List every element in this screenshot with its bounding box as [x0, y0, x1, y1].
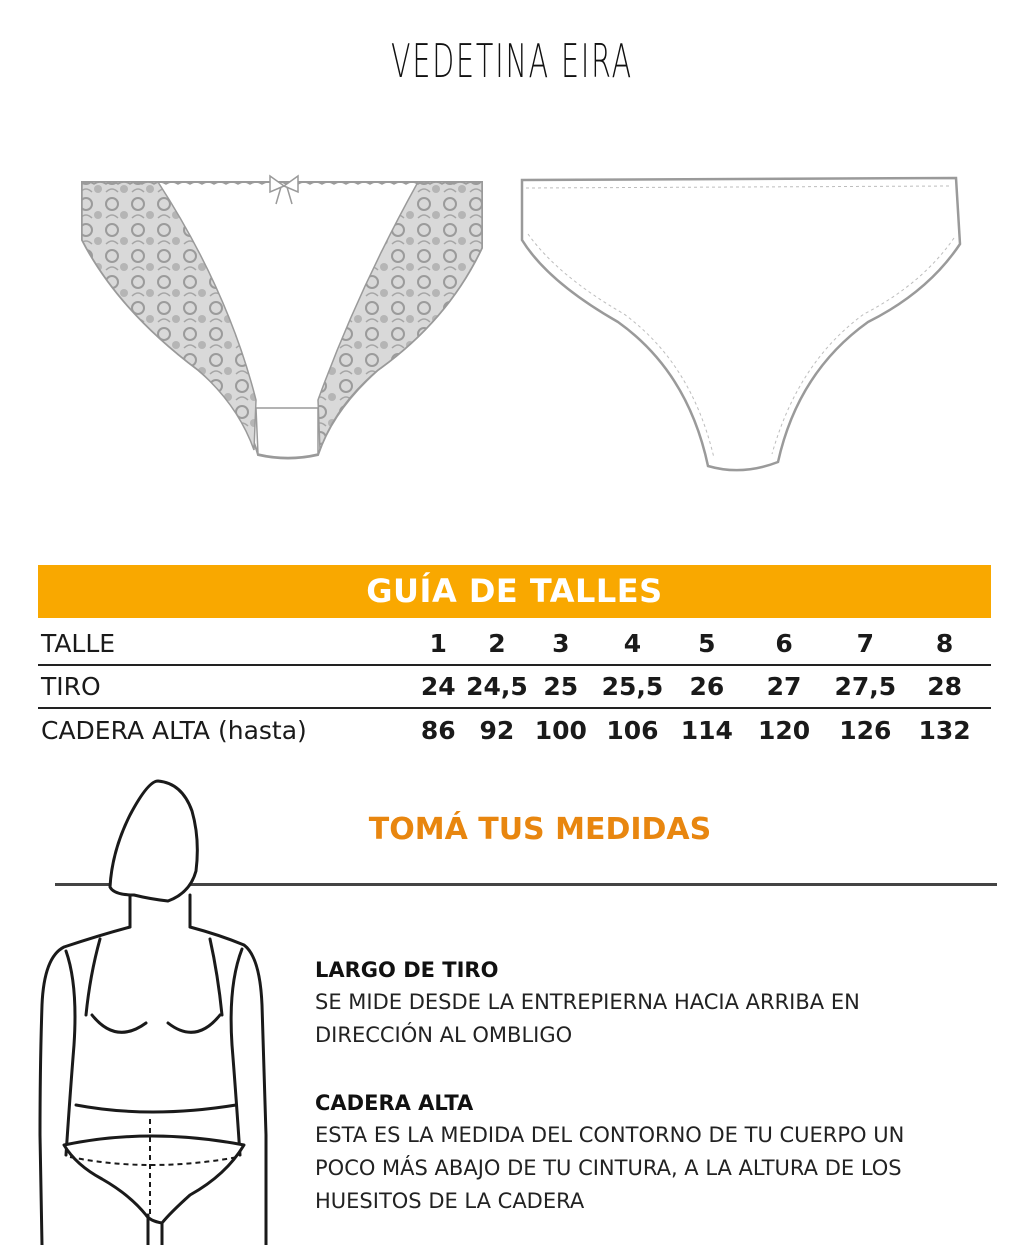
- table-cell: 6: [736, 622, 833, 665]
- measurement-item: [315, 1091, 965, 1218]
- table-cell: 2: [459, 622, 535, 665]
- measurement-item: [315, 958, 965, 1052]
- size-table: [38, 622, 991, 751]
- table-cell: 100: [534, 715, 587, 745]
- measurement-text: ESTA ES LA MEDIDA DEL CONTORNO DE TU CUERPO UN POCO MÁS ABAJO DE TU CINTURA, A LA ALTURA DE LOS HUESITOS DE LA CADERA: [315, 1123, 905, 1213]
- table-cell: 5: [678, 622, 736, 665]
- row-label: CADERA ALTA (hasta): [41, 715, 307, 745]
- table-cell: 4: [587, 622, 678, 665]
- table-cell: 7: [832, 622, 898, 665]
- table-cell: 114: [680, 715, 733, 745]
- table-cell: 24,5: [459, 665, 535, 708]
- table-cell: 120: [757, 715, 811, 745]
- table-row: [38, 622, 991, 665]
- table-cell: 27: [736, 665, 833, 708]
- measurements-heading: TOMÁ TUS MEDIDAS: [368, 812, 712, 847]
- table-cell: 25: [535, 665, 587, 708]
- table-row: [38, 665, 991, 708]
- row-label: TIRO: [38, 665, 417, 708]
- table-cell: 106: [606, 715, 659, 745]
- row-label: TALLE: [38, 622, 417, 665]
- table-cell: 86: [420, 715, 456, 745]
- body-silhouette-illustration: [30, 775, 280, 1245]
- garment-front-illustration: [78, 170, 490, 462]
- page-title: VEDETINA EIRA: [390, 34, 634, 88]
- table-cell: 3: [535, 622, 587, 665]
- table-cell: 24: [417, 665, 459, 708]
- table-cell: 28: [898, 665, 991, 708]
- table-cell: 126: [839, 715, 892, 745]
- table-cell: 1: [417, 622, 459, 665]
- table-cell: 8: [898, 622, 991, 665]
- size-guide-heading: GUÍA DE TALLES: [38, 565, 991, 618]
- table-cell: 25,5: [587, 665, 678, 708]
- table-cell: 27,5: [832, 665, 898, 708]
- table-row: [38, 708, 991, 751]
- table-cell: 132: [918, 715, 971, 745]
- measurement-text: SE MIDE DESDE LA ENTREPIERNA HACIA ARRIBA EN DIRECCIÓN AL OMBLIGO: [315, 990, 860, 1047]
- measurement-title: LARGO DE TIRO: [315, 958, 499, 982]
- measurement-title: CADERA ALTA: [315, 1091, 474, 1115]
- table-cell: 26: [678, 665, 736, 708]
- garment-back-illustration: [518, 172, 964, 478]
- table-cell: 92: [479, 715, 515, 745]
